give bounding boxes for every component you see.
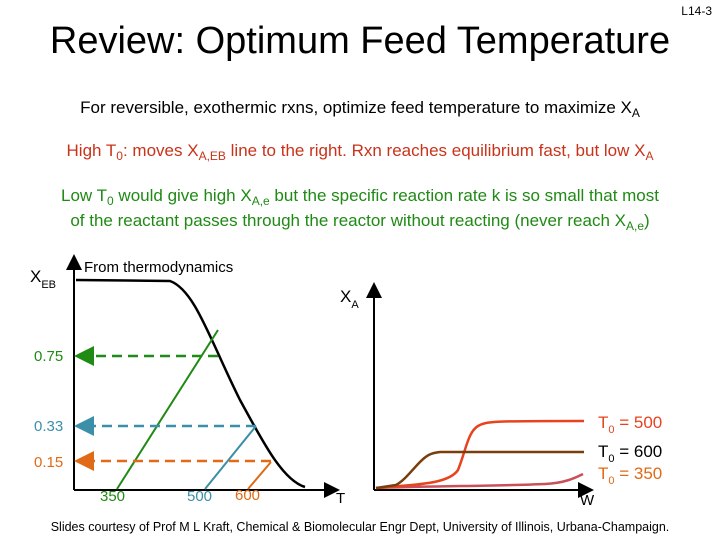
high-t0-statement: High $T_0$: moves $X_{A,EB}$ line to the right. Rxn reaches equilibrium fast, but low $X_A$ bbox=[66, 141, 654, 163]
y-tick-075: 0.75 bbox=[34, 348, 64, 365]
operating-line-600 bbox=[248, 462, 271, 489]
operating-line-500 bbox=[205, 426, 256, 489]
equilibrium-curve bbox=[76, 280, 305, 487]
right-x-label: W bbox=[580, 492, 595, 509]
x-tick-350: 350 bbox=[100, 488, 126, 505]
operating-line-350 bbox=[117, 330, 218, 489]
intro-text: For reversible, exothermic rxns, optimize feed temperature to maximize $X_A$ bbox=[80, 98, 640, 120]
low-t0-statement-line2: of the reactant passes through the reactor without reacting (never reach $X_{A,e}$) bbox=[70, 211, 650, 233]
right-y-label: $X_A$ bbox=[340, 287, 359, 311]
legend-t0-500: $T_0 = 500$ bbox=[598, 413, 663, 436]
left-x-label: T bbox=[336, 490, 346, 507]
x-tick-600: 600 bbox=[235, 487, 261, 504]
x-tick-500: 500 bbox=[187, 488, 213, 505]
y-tick-015: 0.15 bbox=[34, 454, 64, 471]
from-thermodynamics-label: From thermodynamics bbox=[84, 259, 234, 276]
curve-t0-500 bbox=[376, 421, 584, 488]
left-y-label: $X_{EB}$ bbox=[30, 267, 57, 291]
slide-title: Review: Optimum Feed Temperature bbox=[49, 20, 671, 62]
y-tick-033: 0.33 bbox=[34, 418, 64, 435]
slide-number: L14-3 bbox=[681, 4, 712, 18]
legend-t0-600: $T_0 = 600$ bbox=[598, 442, 663, 465]
footer-credit: Slides courtesy of Prof M L Kraft, Chemical & Biomolecular Engr Dept, University of Illinois, Urbana-Champaign. bbox=[50, 520, 670, 534]
low-t0-statement-line1: Low $T_0$ would give high $X_{A,e}$ but the specific reaction rate k is so small that most bbox=[61, 186, 659, 208]
legend-t0-350: $T_0 = 350$ bbox=[598, 464, 663, 487]
